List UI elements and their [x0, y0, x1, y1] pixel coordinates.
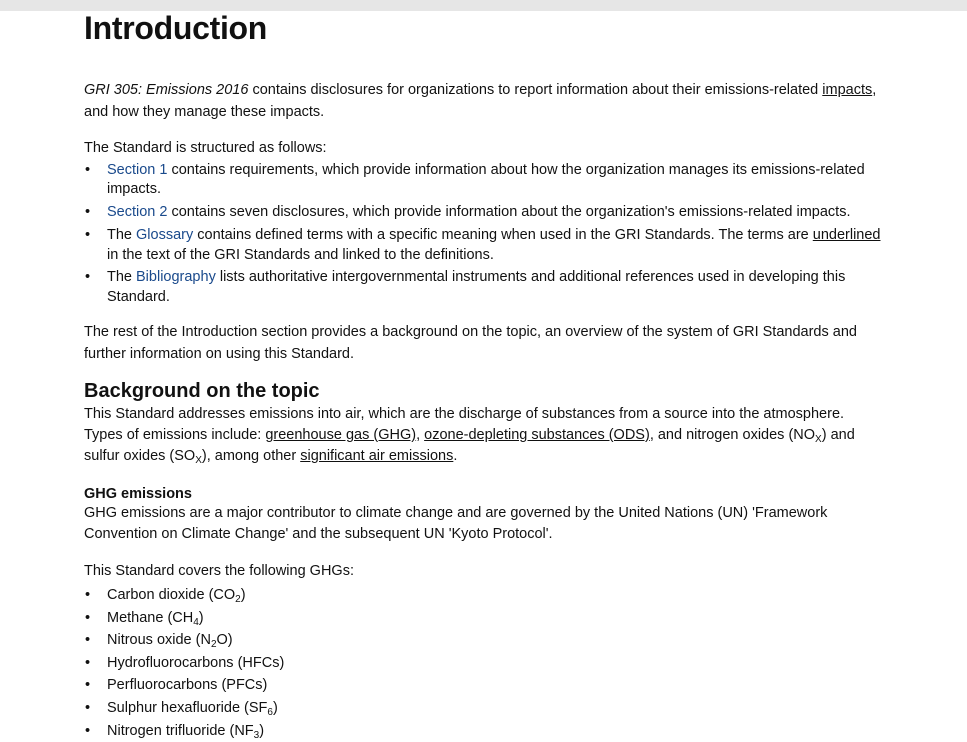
- list-item: • Section 2 contains seven disclosures, which provide information about the organization's emissions-related impacts.: [84, 203, 894, 222]
- impacts-term-link[interactable]: impacts: [822, 82, 873, 98]
- glossary-link[interactable]: Glossary: [136, 227, 194, 243]
- list-item: • Sulphur hexafluoride $(SF_6)$: [84, 697, 894, 720]
- ghg-lead: This Standard covers the following GHGs:: [84, 563, 354, 579]
- list-item: • Carbon dioxide $(CO_2)$: [84, 584, 894, 607]
- list-item: • The Bibliography lists authoritative intergovernmental instruments and additional references used in developing this Standard.: [84, 267, 894, 307]
- list-item: • Perfluorocarbons (PFCs): [84, 674, 894, 697]
- section-1-link[interactable]: Section 1: [107, 162, 168, 178]
- intro-paragraph: GRI 305: Emissions 2016 contains disclosures for organizations to report information about their emissions-related impacts, and how they manage these impacts.: [84, 82, 877, 120]
- ghg-paragraph: GHG emissions are a major contributor to climate change and are governed by the United Nations (UN) 'Framework Convention on Climate Change' and the subsequent UN 'Kyoto Protocol'.: [84, 505, 828, 542]
- section-2-link[interactable]: Section 2: [107, 204, 168, 220]
- ods-term-link[interactable]: ozone-depleting substances (ODS): [424, 427, 650, 443]
- list-item: • Hydrofluorocarbons (HFCs): [84, 652, 894, 675]
- list-item: • Section 1 contains requirements, which provide information about how the organization manages its emissions-related impacts.: [84, 161, 894, 199]
- page-title: Introduction: [84, 10, 268, 46]
- underlined-term-example: underlined: [812, 227, 881, 243]
- rest-paragraph: The rest of the Introduction section provides a background on the topic, an overview of the system of GRI Standards and further information on using this Standard.: [84, 324, 857, 362]
- background-paragraph: This Standard addresses emissions into air, which are the discharge of substances from a source into the atmosphere. Types of emissions include: greenhouse gas (GHG), ozone-depleting substances (ODS), and nitrogen oxides $(NO_X)$ and sulfur oxides $(SO_X)$, among other significant air emissions.: [84, 406, 855, 466]
- bibliography-link[interactable]: Bibliography: [136, 269, 216, 285]
- list-item: • Nitrous oxide $(N_2O)$: [84, 629, 894, 652]
- standard-name: GRI 305: Emissions 2016: [84, 82, 249, 98]
- structure-list: [84, 161, 894, 307]
- structure-lead: The Standard is structured as follows:: [84, 140, 327, 156]
- ghg-term-link[interactable]: greenhouse gas (GHG): [265, 427, 417, 443]
- ghg-list: [84, 584, 894, 742]
- background-heading: Background on the topic: [84, 380, 320, 402]
- list-item: • Methane $(CH_4)$: [84, 607, 894, 630]
- significant-air-emissions-link[interactable]: significant air emissions: [300, 448, 454, 464]
- list-item: • The Glossary contains defined terms with a specific meaning when used in the GRI Standards. The terms are underlined in the text of the GRI Standards and linked to the definitions.: [84, 225, 894, 265]
- list-item: • Nitrogen trifluoride $(NF_3)$: [84, 720, 894, 742]
- ghg-heading: GHG emissions: [84, 486, 192, 502]
